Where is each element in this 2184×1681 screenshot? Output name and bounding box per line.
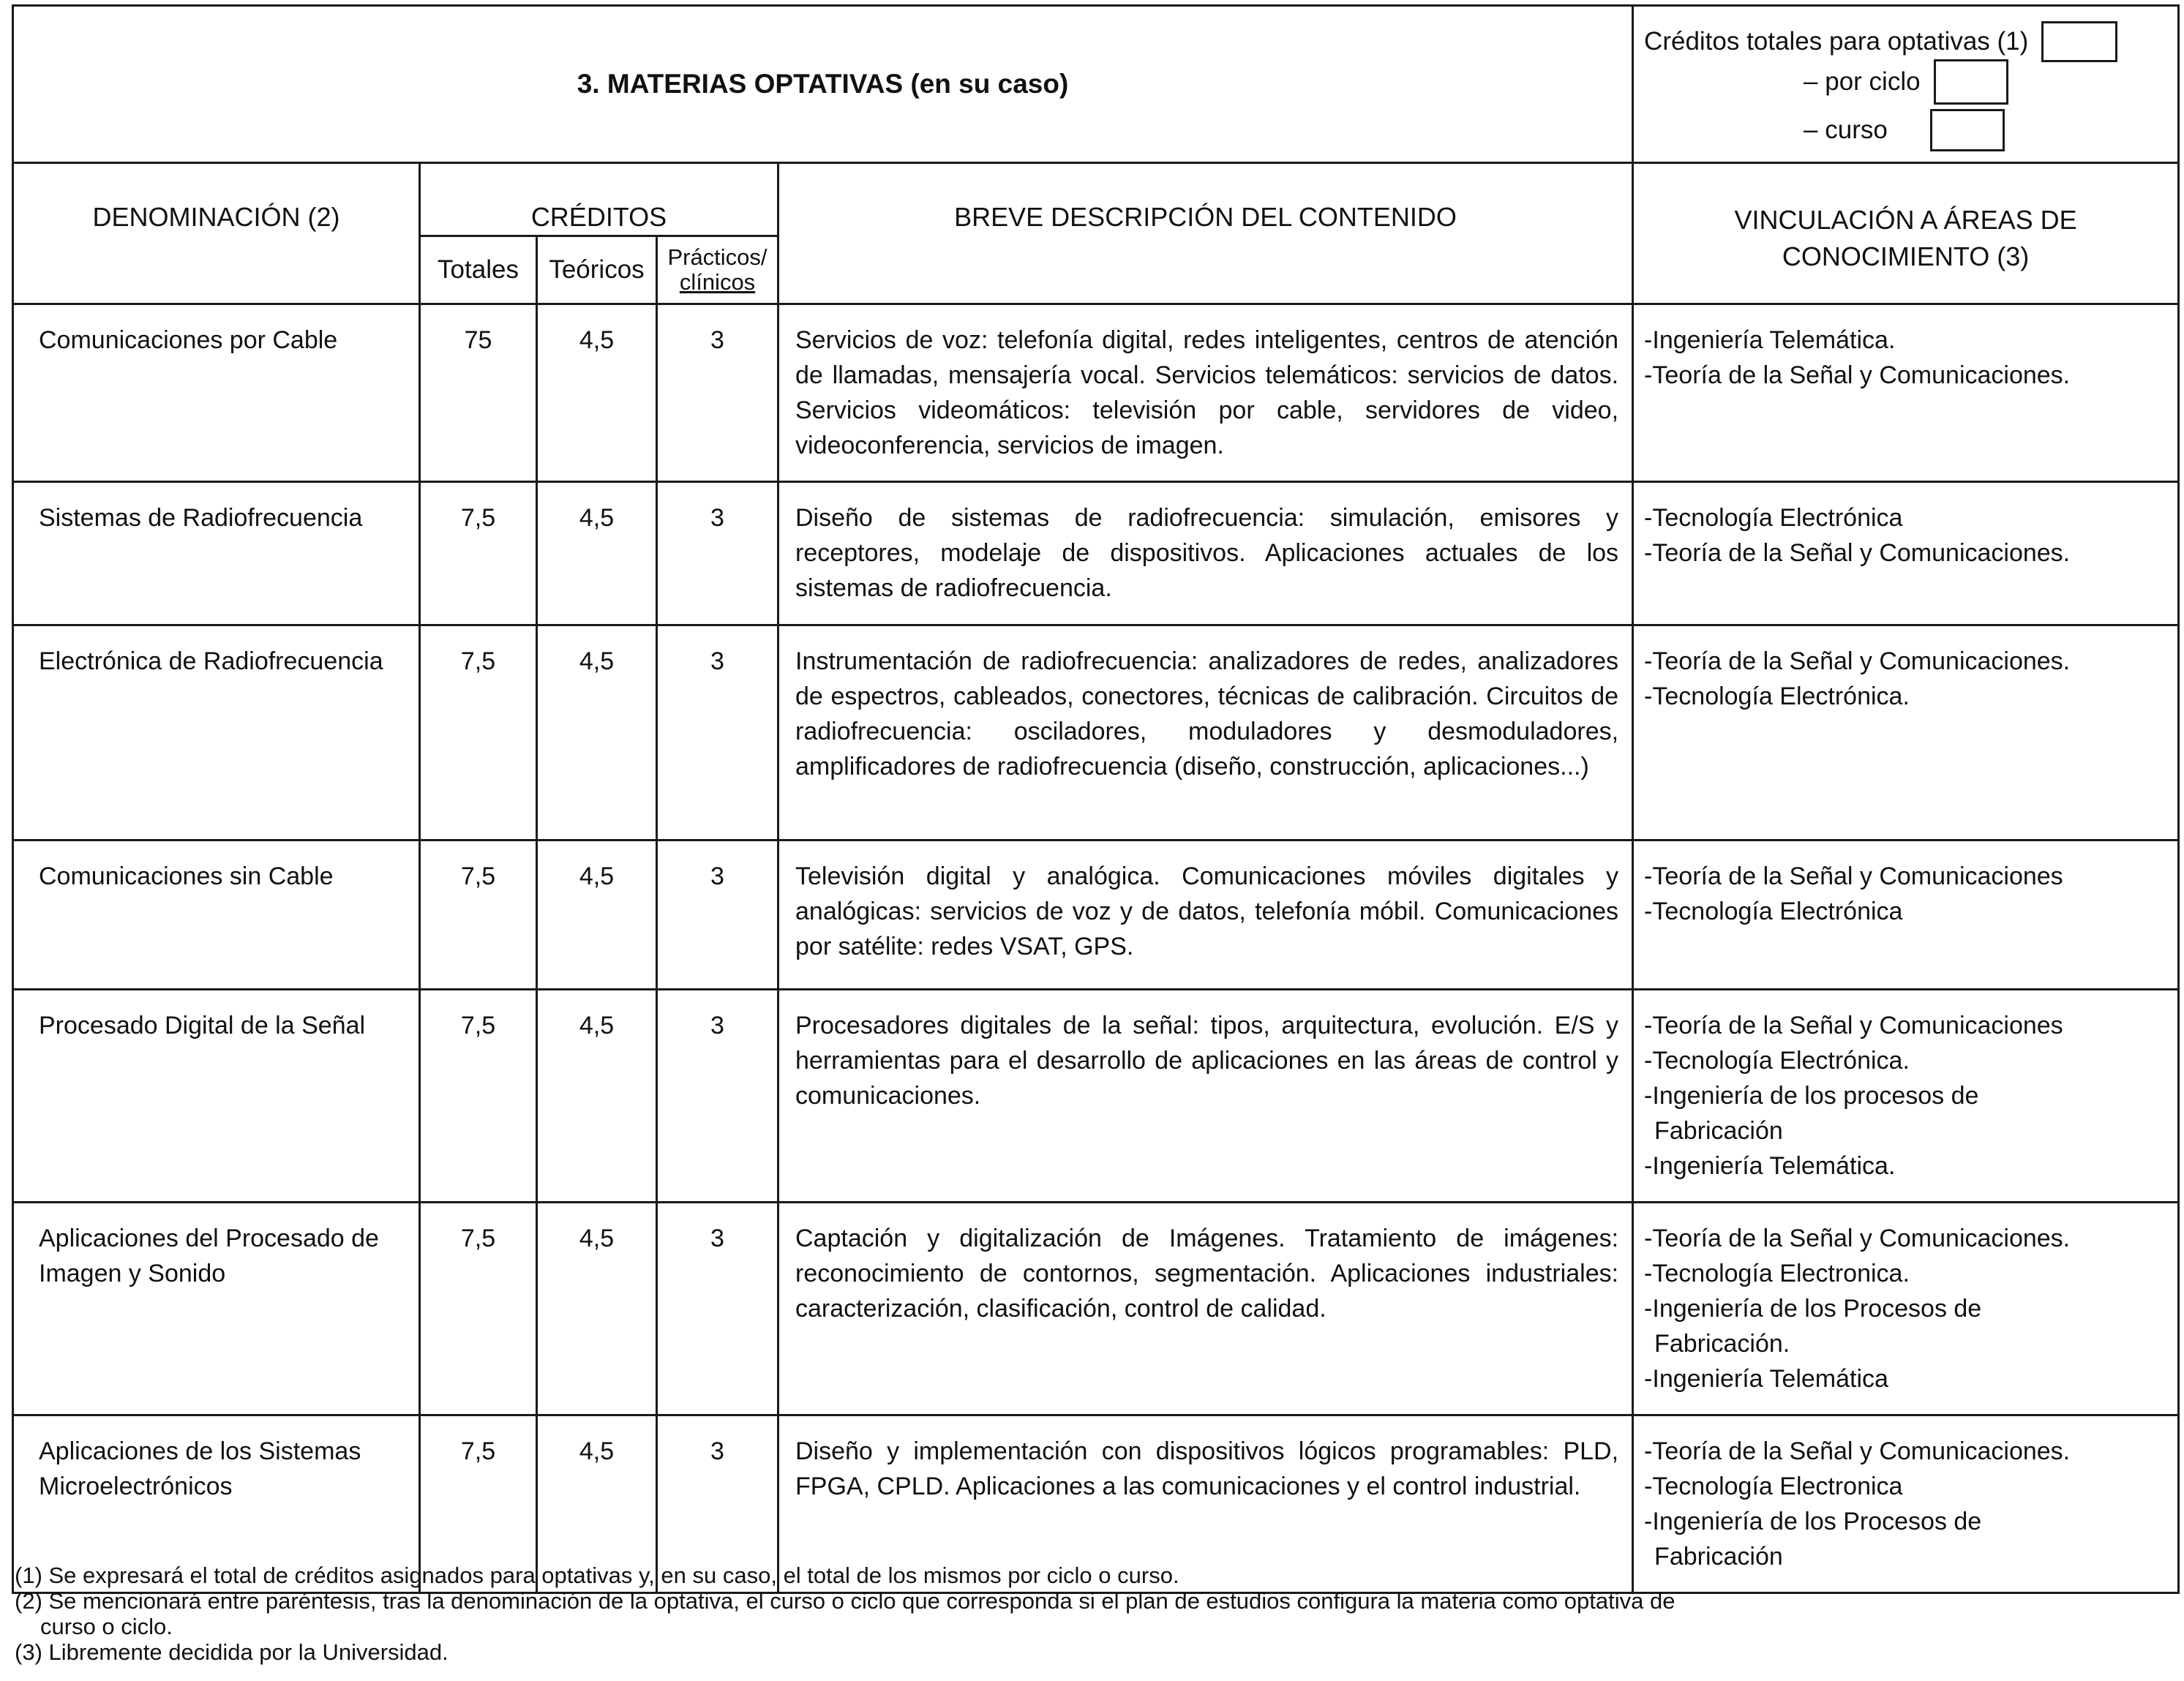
total-credits: 7,5: [420, 1415, 537, 1593]
total-credits: 7,5: [420, 1203, 537, 1415]
area-item: -Ingeniería Telemática: [1644, 1365, 1888, 1393]
knowledge-areas: [1633, 990, 2179, 1203]
subject-name: Aplicaciones del Procesado de Imagen y Sonido: [13, 1203, 420, 1415]
area-item: Fabricación.: [1654, 1330, 1790, 1358]
footnote-2: (2) Se mencionará entre paréntesis, tras la denominación de la optativa, el curso o ciclo que corresponda si el plan de estudios configura la materia como optativa de: [15, 1588, 1675, 1614]
theory-credits: 4,5: [537, 304, 657, 482]
area-item: -Tecnología Electrónica.: [1644, 682, 1910, 710]
theory-subheader: Teóricos: [537, 236, 657, 304]
total-credits-panel: [1633, 6, 2179, 163]
footnote-1: (1) Se expresará el total de créditos asignados para optativas y, en su caso, el total de los mismos por ciclo o curso.: [15, 1562, 1179, 1588]
area-item: -Teoría de la Señal y Comunicaciones.: [1644, 539, 2071, 567]
subject-name: Comunicaciones sin Cable: [13, 840, 420, 990]
area-item: -Ingeniería de los procesos de: [1644, 1082, 1979, 1110]
subject-name: Aplicaciones de los Sistemas Microelectrónicos: [13, 1415, 420, 1593]
area-item: -Tecnología Electronica: [1644, 1473, 1903, 1500]
name-column-header: DENOMINACIÓN (2): [13, 163, 420, 304]
table-row: [13, 840, 2179, 990]
area-item: -Teoría de la Señal y Comunicaciones.: [1644, 647, 2071, 675]
area-item: -Teoría de la Señal y Comunicaciones.: [1644, 1437, 2071, 1465]
content-description: Diseño y implementación con dispositivos lógicos programables: PLD, FPGA, CPLD. Aplicaciones a las comunicaciones y el control industrial.: [778, 1415, 1633, 1593]
content-description: Servicios de voz: telefonía digital, redes inteligentes, centros de atención de llamadas, mensajería vocal. Servicios telemáticos: servicios de datos. Servicios videomáticos: televisión por cable, servidores de video, videoconferencia, servicios de imagen.: [778, 304, 1633, 482]
table-row: [13, 304, 2179, 482]
theory-credits: 4,5: [537, 840, 657, 990]
content-description: Captación y digitalización de Imágenes. Tratamiento de imágenes: reconocimiento de contornos, segmentación. Aplicaciones industriales: caracterización, clasificación, control de calidad.: [778, 1203, 1633, 1415]
area-item: -Tecnología Electronica.: [1644, 1260, 1910, 1287]
practice-credits: 3: [657, 840, 778, 990]
per-cycle-box[interactable]: [1934, 59, 2008, 105]
total-credits-box[interactable]: [2041, 21, 2117, 62]
practice-subheader: Prácticos/ clínicos: [657, 236, 778, 304]
optional-subjects-table: [12, 4, 2180, 1594]
knowledge-areas: [1633, 304, 2179, 482]
total-credits: 7,5: [420, 625, 537, 840]
content-description: Instrumentación de radiofrecuencia: analizadores de redes, analizadores de espectros, cableados, conectores, técnicas de calibración. Circuitos de radiofrecuencia: osciladores, moduladores y desmoduladores, amplificadores de radiofrecuencia (diseño, construcción, aplicaciones...): [778, 625, 1633, 840]
practice-credits: 3: [657, 304, 778, 482]
content-description: Diseño de sistemas de radiofrecuencia: simulación, emisores y receptores, modelaje de dispositivos. Aplicaciones actuales de los sistemas de radiofrecuencia.: [778, 482, 1633, 625]
area-item: -Teoría de la Señal y Comunicaciones.: [1644, 361, 2071, 389]
content-description: Televisión digital y analógica. Comunicaciones móviles digitales y analógicas: servicios de voz y de datos, telefonía móbil. Comunicaciones por satélite: redes VSAT, GPS.: [778, 840, 1633, 990]
footnotes: [15, 1562, 2136, 1665]
per-course-box[interactable]: [1930, 109, 2005, 151]
total-credits: 75: [420, 304, 537, 482]
knowledge-areas: [1633, 625, 2179, 840]
area-item: -Teoría de la Señal y Comunicaciones: [1644, 862, 2063, 890]
area-item: Fabricación: [1654, 1117, 1783, 1145]
practice-credits: 3: [657, 1203, 778, 1415]
area-item: -Ingeniería de los Procesos de: [1644, 1295, 1982, 1323]
optional-subjects-form: [12, 4, 2177, 1665]
practice-credits: 3: [657, 1415, 778, 1593]
area-item: -Ingeniería Telemática.: [1644, 1152, 1896, 1180]
per-cycle-label: – por ciclo: [1804, 67, 1921, 96]
table-row: [13, 482, 2179, 625]
credits-column-header: CRÉDITOS: [420, 163, 778, 236]
subject-name: Procesado Digital de la Señal: [13, 990, 420, 1203]
practice-credits: 3: [657, 990, 778, 1203]
table-row: [13, 990, 2179, 1203]
practice-credits: 3: [657, 625, 778, 840]
theory-credits: 4,5: [537, 482, 657, 625]
subject-name: Electrónica de Radiofrecuencia: [13, 625, 420, 840]
practice-credits: 3: [657, 482, 778, 625]
section-title: 3. MATERIAS OPTATIVAS (en su caso): [13, 6, 1633, 163]
knowledge-areas: [1633, 1203, 2179, 1415]
area-item: -Teoría de la Señal y Comunicaciones: [1644, 1012, 2063, 1039]
area-item: Fabricación: [1654, 1543, 1783, 1571]
total-credits: 7,5: [420, 840, 537, 990]
total-credits: 7,5: [420, 990, 537, 1203]
per-course-label: – curso: [1804, 116, 1888, 144]
table-row: [13, 1203, 2179, 1415]
total-credits: 7,5: [420, 482, 537, 625]
theory-credits: 4,5: [537, 625, 657, 840]
description-column-header: BREVE DESCRIPCIÓN DEL CONTENIDO: [778, 163, 1633, 304]
area-item: -Ingeniería Telemática.: [1644, 326, 1896, 354]
area-item: -Tecnología Electrónica: [1644, 898, 1903, 925]
theory-credits: 4,5: [537, 990, 657, 1203]
total-credits-label: Créditos totales para optativas (1): [1644, 27, 2029, 56]
area-item: -Ingeniería de los Procesos de: [1644, 1508, 1982, 1535]
content-description: Procesadores digitales de la señal: tipos, arquitectura, evolución. E/S y herramientas para el desarrollo de aplicaciones en las áreas de control y comunicaciones.: [778, 990, 1633, 1203]
theory-credits: 4,5: [537, 1203, 657, 1415]
area-item: -Tecnología Electrónica.: [1644, 1047, 1910, 1075]
table-row: [13, 625, 2179, 840]
knowledge-areas: [1633, 482, 2179, 625]
subject-name: Comunicaciones por Cable: [13, 304, 420, 482]
area-item: -Tecnología Electrónica: [1644, 504, 1903, 532]
footnote-3: (3) Libremente decidida por la Universidad.: [15, 1639, 449, 1665]
totals-subheader: Totales: [420, 236, 537, 304]
footnote-2-continuation: curso o ciclo.: [40, 1614, 173, 1639]
subject-name: Sistemas de Radiofrecuencia: [13, 482, 420, 625]
areas-column-header: VINCULACIÓN A ÁREAS DE CONOCIMIENTO (3): [1633, 163, 2179, 304]
area-item: -Teoría de la Señal y Comunicaciones.: [1644, 1225, 2071, 1252]
theory-credits: 4,5: [537, 1415, 657, 1593]
knowledge-areas: [1633, 840, 2179, 990]
